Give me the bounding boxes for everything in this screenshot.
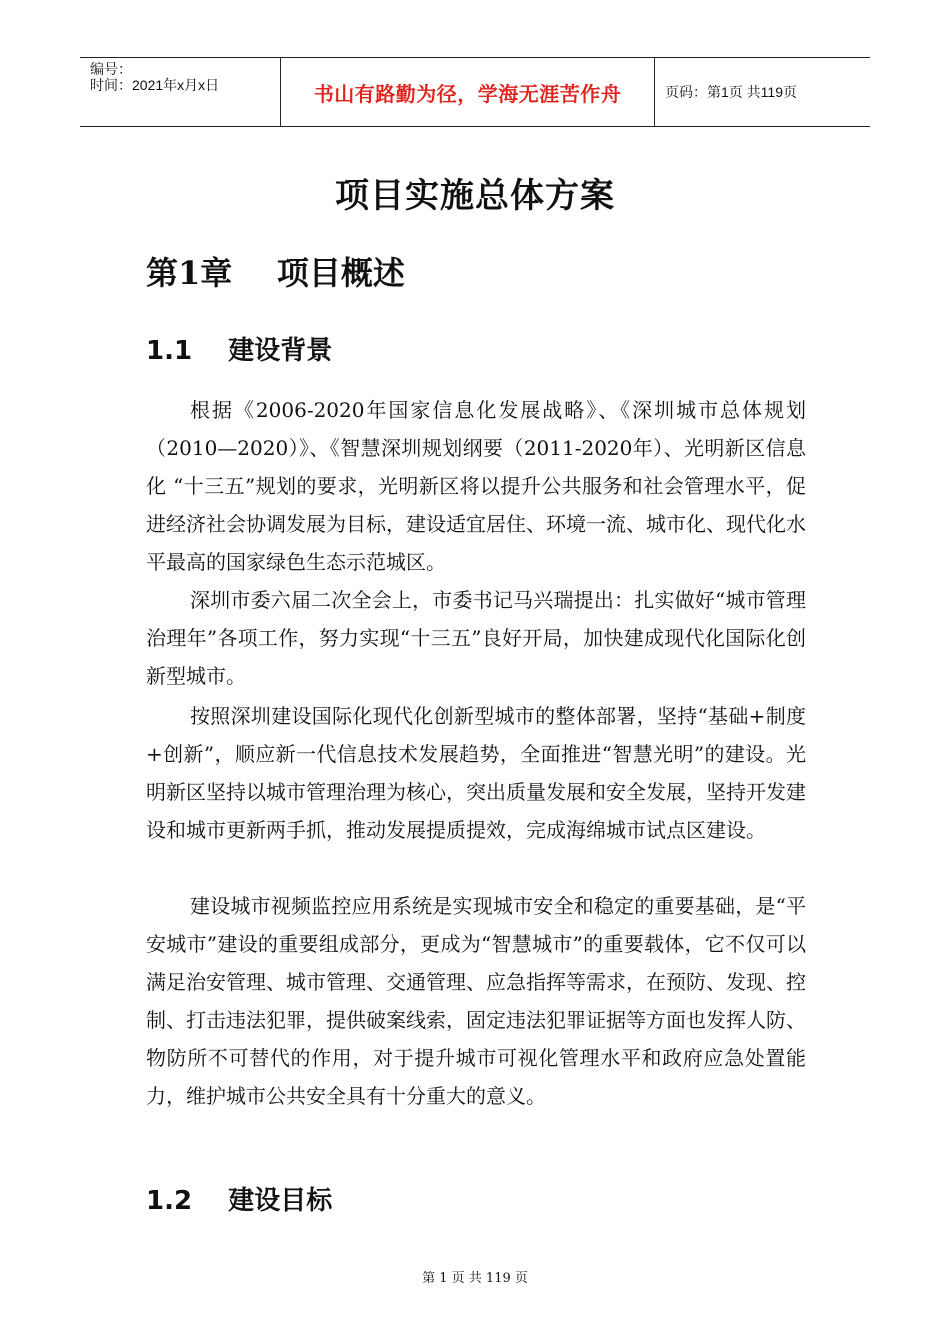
section-heading-1-1: 1.1 建设背景 [146, 336, 333, 366]
page-footer: 第 1 页 共 119 页 [422, 1271, 528, 1286]
page-header [80, 57, 870, 127]
paragraph: 建设城市视频监控应用系统是实现城市安全和稳定的重要基础，是“平安城市”建设的重要组成部分，更成为“智慧城市”的重要载体，它不仅可以满足治安管理、城市管理、交通管理、应急指挥等需求，在预防、发现、控制、打击违法犯罪，提供破案线索，固定违法犯罪证据等方面也发挥人防、物防所不可替代的作用，对于提升城市可视化管理水平和政府应急处置能力，维护城市公共安全具有十分重大的意义。 [146, 894, 806, 1108]
header-time-label: 时间：2021年x月x日 [90, 77, 220, 93]
paragraph: 深圳市委六届二次全会上，市委书记马兴瑞提出：扎实做好“城市管理治理年”各项工作，努力实现“十三五”良好开局，加快建成现代化国际化创新型城市。 [146, 588, 806, 688]
header-meta-cell [80, 58, 281, 126]
paragraph: 根据《2006-2020年国家信息化发展战略》、《深圳城市总体规划（2010—2020）》、《智慧深圳规划纲要（2011-2020年）、光明新区信息化 “十三五”规划的要求，光明新区将以提升公共服务和社会管理水平，促进经济社会协调发展为目标，建设适宜居住、环境一流、城市化、现代化水平最高的国家绿色生态示范城区。 [146, 398, 806, 574]
chapter-heading: 第1章 项目概述 [146, 254, 405, 292]
header-motto: 书山有路勤为径，学海无涯苦作舟 [281, 58, 655, 126]
document-title: 项目实施总体方案 [335, 176, 615, 216]
paragraph: 按照深圳建设国际化现代化创新型城市的整体部署，坚持“基础+制度+创新”，顺应新一代信息技术发展趋势，全面推进“智慧光明”的建设。光明新区坚持以城市管理治理为核心，突出质量发展和安全发展，坚持开发建设和城市更新两手抓，推动发展提质提效，完成海绵城市试点区建设。 [146, 704, 806, 842]
section-heading-1-2: 1.2 建设目标 [146, 1186, 333, 1216]
header-page-info: 页码：第1页 共119页 [665, 84, 797, 100]
header-number-label: 编号： [90, 61, 132, 77]
